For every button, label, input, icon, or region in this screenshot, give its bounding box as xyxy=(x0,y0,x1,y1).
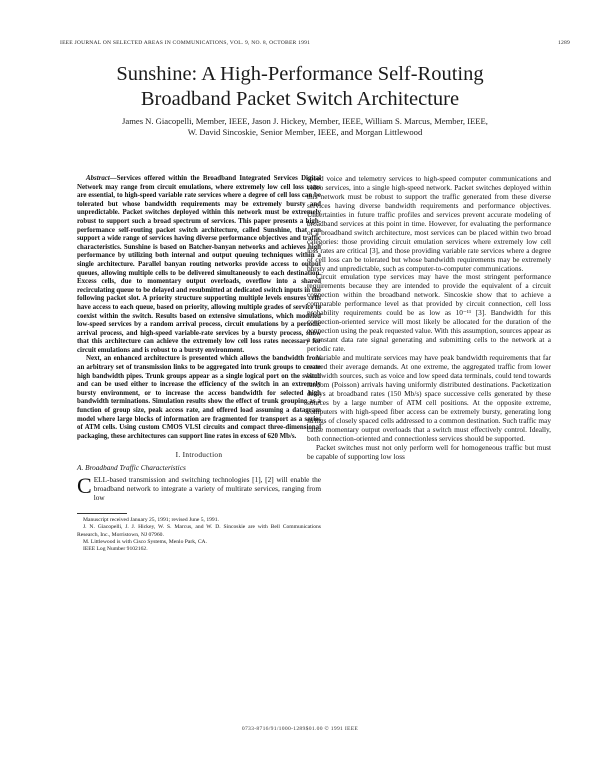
title-line-2: Broadband Packet Switch Architecture xyxy=(140,88,460,110)
body-paragraph-4: Packet switches must not only perform well for homogeneous traffic but must be capable of supporting low loss xyxy=(307,442,551,461)
section-heading: I. Introduction xyxy=(175,450,223,460)
title-line-1: Sunshine: A High-Performance Self-Routing xyxy=(116,63,484,85)
right-column xyxy=(307,175,551,462)
footnote-affiliation-1: J. N. Giacopelli, J. J. Hickey, W. S. Marcus, and W. D. Sincoskie are with Bell Communications Research, Inc., Morristown, NJ 07960. xyxy=(77,524,321,538)
footnote-rule xyxy=(77,513,127,514)
body-paragraph-1: speed voice and telemetry services to high-speed computer communications and video services, into a single high-speed network. Packet switches deployed within this network must be robust to support the traffic generated from these diverse services having diverse bandwidth requirements and performance objectives. Uncertainties in future traffic profiles and services prevent accurate modeling of broadband services at this point in time. However, for evaluating the performance of a broadband switch architecture, most services can be placed within two broad categories: those providing circuit emulation services where extremely low cell loss rates are critical [3], and those providing variable rate services where a degree of cell loss can be tolerated but whose bandwidth requirements may be extremely bursty and unpredictable, such as computer-to-computer communications. xyxy=(307,174,551,273)
running-head xyxy=(60,40,570,46)
abstract-paragraph-2: Next, an enhanced architecture is presented which allows the bandwidth from an arbitrary set of transmission links to be aggregated into trunk groups to create high bandwidth pipes. Trunk groups appear as a single logical port on the switch and can be used either to increase the efficiency of the switch in an extremely bursty environment, or to increase the access bandwidth for selected high bandwidth terminations. Simulation results show the effect of trunk grouping as a function of group size, peak access rate, and offered load assuming a datagram model where large blocks of information are fragmented for transport as a series of ATM cells. Using custom CMOS VLSI circuits and compact three-dimensional packaging, these architectures can support line rates in excess of 620 Mb/s. xyxy=(77,355,321,440)
abstract-text-1: Services offered within the Broadband Integrated Services Digital Network may range from circuit emulations, where extremely low cell loss rates are essential, to high-speed variable rate services where a degree of cell loss can be tolerated but whose bandwidth requirements may be extremely bursty and unpredictable. Packet switches deployed within this network must be extremely robust to support such a broad spectrum of services. This paper presents a high-performance self-routing packet switch architecture, called Sunshine, that can support a wide range of services having diverse performance objectives and traffic characteristics. Sunshine is based on Batcher-banyan networks and achieves high performance by utilizing both internal and output queuing techniques within a single architecture. Parallel banyan routing networks provide access to output queues, allowing multiple cells to be delivered simultaneously to each destination. Excess cells, due to momentary output overloads, overflow into a shared recirculating queue to be delayed and resubmitted at dedicated switch inputs in the following packet slot. A priority structure supporting multiple levels ensures cells have access to each queue, based on priority, allowing multiple grades of service to coexist within the switch. Results based on extensive simulations, which modeled low-speed services by a random arrival process, circuit emulations by a periodic arrival process, and high-speed variable-rate services by a bursty process, show that this architecture can achieve the extremely low cell loss rates necessary for circuit emulations and is robust to a bursty environment. xyxy=(77,175,321,354)
paper-title xyxy=(0,62,600,112)
authors-line-2: W. David Sincoskie, Senior Member, IEEE, and Morgan Littlewood xyxy=(187,126,423,137)
intro-text: ELL-based transmission and switching technologies [1], [2] will enable the broadband network to integrate a variety of multirate services, ranging from low xyxy=(93,475,321,503)
abstract-paragraph-1 xyxy=(77,175,321,355)
footnote-log-number: IEEE Log Number 9102162. xyxy=(83,545,148,552)
drop-cap: C xyxy=(77,473,92,499)
subsection-heading: A. Broadband Traffic Characteristics xyxy=(77,463,186,473)
authors-line-1: James N. Giacopelli, Member, IEEE, Jason J. Hickey, Member, IEEE, William S. Marcus, Member, IEEE, xyxy=(122,116,488,126)
body-paragraph-3: Variable and multirate services may have peak bandwidth requirements that far exceed their average demands. At one extreme, the aggregated traffic from lower bandwidth sources, such as voice and low speed data terminals, could tend towards random (Poisson) arrivals having uniformly distributed destinations. Packetization delays at broadband rates (150 Mb/s) space successive cells generated by these sources by a large number of ATM cell positions. At the opposite extreme, computers with high-speed fiber access can be extremely bursty, generating long strings of closely spaced cells addressed to a common destination. Such traffic may cause momentary output overloads that a switch must effectively control. Ideally, both connection-oriented and connectionless services should be supported. xyxy=(307,353,551,443)
abstract-lead: Abstract— xyxy=(86,175,117,182)
left-column xyxy=(77,175,321,553)
body-paragraph-2: Circuit emulation type services may have the most stringent performance requirements because they are intended to provide the equivalent of a circuit connection within the broadband network. Sincoskie show that to achieve a comparable performance level as that provided by circuit connection, cell loss probability requirements could be as low as 10⁻¹¹ [3]. Bandwidth for this connection-oriented service will most likely be allocated for the duration of the connection using the peak requested value. With this assumption, sources appear as a constant data rate signal generating and submitting cells to the network at a periodic rate. xyxy=(307,272,551,354)
page-number: 1289 xyxy=(558,40,570,46)
journal-name: IEEE JOURNAL ON SELECTED AREAS IN COMMUNICATIONS, VOL. 9, NO. 8, OCTOBER 1991 xyxy=(60,40,311,46)
abstract xyxy=(77,175,321,441)
footnote-received: Manuscript received January 25, 1991; revised June 5, 1991. xyxy=(83,517,219,524)
intro-paragraph xyxy=(77,473,321,503)
footnote-affiliation-2: M. Littlewood is with Cisco Systems, Menlo Park, CA. xyxy=(83,538,207,545)
copyright-line: 0733-8716/91/1000-1289$01.00 © 1991 IEEE xyxy=(241,726,359,732)
author-list xyxy=(80,116,530,137)
